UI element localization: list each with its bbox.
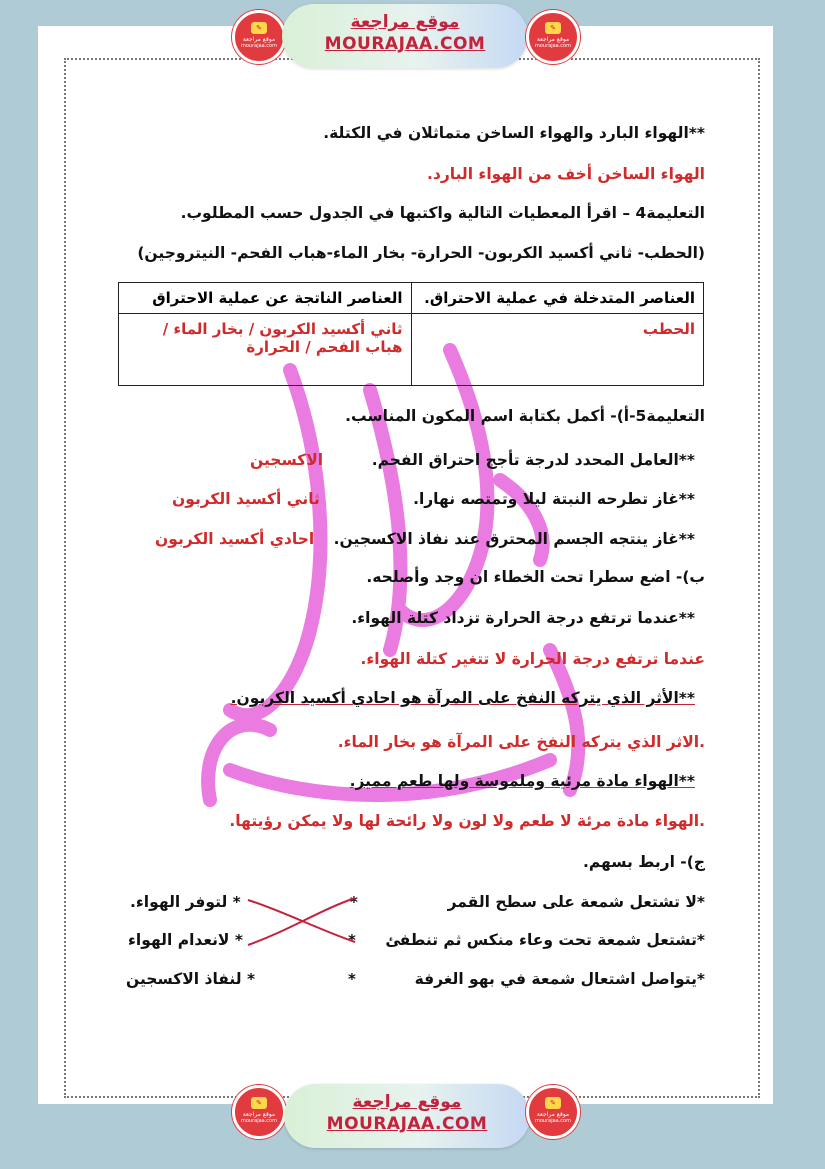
header-site-name-en[interactable]: MOURAJAA.COM bbox=[324, 34, 486, 54]
part-b-correction-3: .الهواء مادة مرئة لا طعم ولا لون ولا رائحة لها ولا يمكن رؤيتها. bbox=[229, 812, 705, 830]
table-cell-outputs-line2: هباب الفحم / الحرارة bbox=[246, 338, 403, 356]
statement-line-1: **الهواء البارد والهواء الساخن متماثلان في الكتلة. bbox=[323, 124, 705, 142]
matching-arrows bbox=[240, 890, 360, 960]
site-logo-right[interactable] bbox=[526, 10, 580, 64]
part-b-statement-1: **عندما ترتفع درجة الحرارة تزداد كتلة الهواء. bbox=[351, 609, 695, 627]
table-header-outputs: العناصر الناتجة عن عملية الاحتراق bbox=[119, 283, 412, 314]
logo-text: موقع مراجعة bbox=[536, 36, 570, 43]
logo-subtext: mourajaa.com bbox=[534, 43, 571, 49]
site-logo-left[interactable] bbox=[232, 10, 286, 64]
answer-3: احادي أكسيد الكربون bbox=[155, 530, 315, 548]
logo-notepad-icon: ✎ bbox=[545, 22, 561, 34]
logo-text: موقع مراجعة bbox=[242, 36, 276, 43]
logo-subtext: mourajaa.com bbox=[240, 43, 277, 49]
logo-notepad-icon: ✎ bbox=[251, 1097, 267, 1109]
givens-list: (الحطب- ثاني أكسيد الكربون- الحرارة- بخار الماء-هباب الفحم- النيتروجين) bbox=[137, 244, 705, 262]
match-arrow-2 bbox=[248, 900, 355, 942]
table-cell-outputs bbox=[119, 314, 412, 386]
answer-2: ثاني أكسيد الكربون bbox=[172, 490, 320, 508]
footer-site-name-en[interactable]: MOURAJAA.COM bbox=[326, 1114, 488, 1134]
instruction-4: التعليمة4 – اقرأ المعطيات التالية واكتبها في الجدول حسب المطلوب. bbox=[180, 204, 705, 222]
combustion-table bbox=[118, 282, 704, 386]
table-row bbox=[119, 314, 704, 386]
answer-line-2: الهواء الساخن أخف من الهواء البارد. bbox=[426, 165, 705, 183]
header-site-name-ar[interactable]: موقع مراجعة bbox=[350, 12, 460, 32]
table-header-row bbox=[119, 283, 704, 314]
match-left-item-2: *تشتعل شمعة تحت وعاء منكس ثم تنطفئ bbox=[385, 931, 705, 949]
part-b-statement-3: **الهواء مادة مرئية وملموسة ولها طعم مميز. bbox=[349, 772, 695, 790]
logo-text: موقع مراجعة bbox=[536, 1111, 570, 1118]
match-right-item-1: * لتوفر الهواء. bbox=[130, 893, 241, 911]
match-left-bullet-3: * bbox=[348, 970, 356, 988]
match-left-bullet-1: * bbox=[350, 893, 358, 911]
logo-text: موقع مراجعة bbox=[242, 1111, 276, 1118]
logo-subtext: mourajaa.com bbox=[534, 1118, 571, 1124]
footer-site-name-ar[interactable]: موقع مراجعة bbox=[352, 1092, 462, 1112]
part-b-statement-2: **الأثر الذي يتركه النفخ على المرآة هو احادي أكسيد الكربون. bbox=[230, 689, 695, 707]
part-b-correction-1: عندما ترتفع درجة الحرارة لا تتغير كتلة الهواء. bbox=[360, 650, 705, 668]
match-left-item-3: *يتواصل اشتعال شمعة في بهو الغرفة bbox=[414, 970, 705, 988]
footer-site-badge[interactable] bbox=[284, 1084, 530, 1148]
table-header-inputs: العناصر المتدخلة في عملية الاحتراق. bbox=[411, 283, 704, 314]
question-2: **غاز تطرحه النبتة ليلا وتمتصه نهارا. bbox=[413, 490, 695, 508]
logo-notepad-icon: ✎ bbox=[545, 1097, 561, 1109]
instruction-5: التعليمة5-أ)- أكمل بكتابة اسم المكون المناسب. bbox=[345, 407, 705, 425]
logo-notepad-icon: ✎ bbox=[251, 22, 267, 34]
match-left-bullet-2: * bbox=[348, 931, 356, 949]
part-b-correction-2: .الاثر الذي يتركه النفخ على المرآة هو بخار الماء. bbox=[337, 733, 705, 751]
header-site-badge[interactable] bbox=[282, 4, 528, 68]
table-cell-outputs-line1: ثاني أكسيد الكربون / بخار الماء / bbox=[162, 320, 403, 338]
match-right-item-3: * لنفاذ الاكسجين bbox=[126, 970, 256, 988]
footer-logo-right[interactable] bbox=[526, 1085, 580, 1139]
match-left-item-1: *لا تشتعل شمعة على سطح القمر bbox=[447, 893, 705, 911]
logo-subtext: mourajaa.com bbox=[240, 1118, 277, 1124]
part-b-heading: ب)- اضع سطرا تحت الخطاء ان وجد وأصلحه. bbox=[366, 568, 705, 586]
match-right-item-2: * لانعدام الهواء bbox=[128, 931, 243, 949]
table-cell-inputs: الحطب bbox=[411, 314, 704, 386]
footer-logo-left[interactable] bbox=[232, 1085, 286, 1139]
question-1: **العامل المحدد لدرجة تأجج احتراق الفحم. bbox=[371, 451, 695, 469]
question-3: **غاز ينتجه الجسم المحترق عند نفاذ الاكسجين. bbox=[333, 530, 695, 548]
part-c-heading: ج)- اربط بسهم. bbox=[582, 853, 705, 871]
answer-1: الاكسجين bbox=[250, 451, 324, 469]
